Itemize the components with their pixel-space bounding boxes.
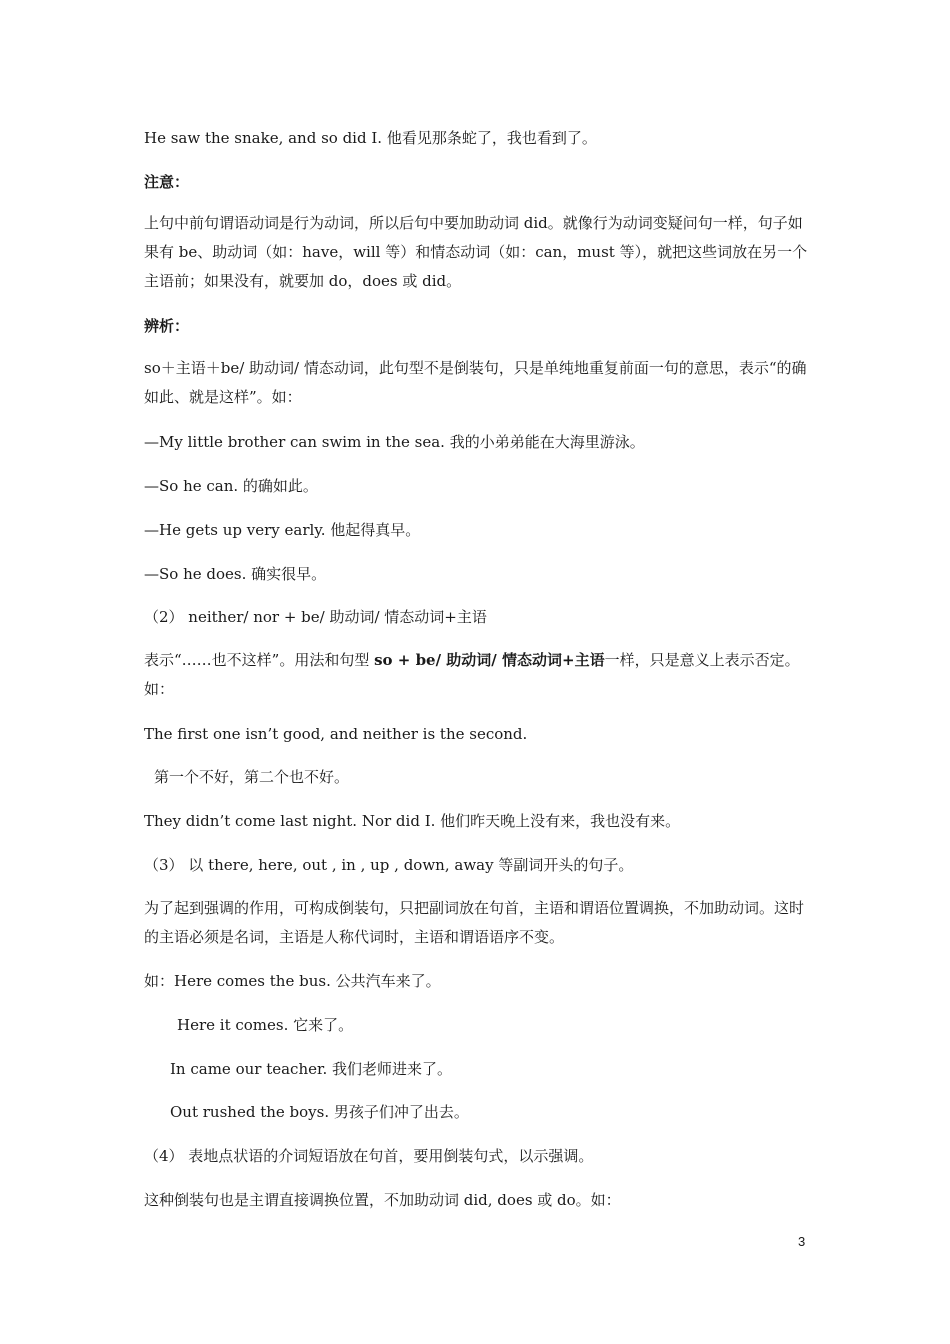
analysis-paragraph: so＋主语＋be/ 助动词/ 情态动词，此句型不是倒装句，只是单纯地重复前面一句的意思，表示“的确如此、就是这样”。如： (144, 359, 807, 406)
bold-pattern: so + be/ 助动词/ 情态动词+主语 (374, 651, 605, 669)
example-sentence: The first one isn’t good, and neither is the second. (144, 725, 528, 743)
example-translation: 第一个不好，第二个也不好。 (154, 768, 350, 786)
example-sentence: Here it comes. 它来了。 (177, 1016, 354, 1034)
example-sentence: He saw the snake, and so did I. 他看见那条蛇了，我也看到了。 (144, 129, 597, 147)
page-number: 3 (798, 1234, 806, 1249)
dialog-line: —He gets up very early. 他起得真早。 (144, 521, 421, 539)
example-sentence: In came our teacher. 我们老师进来了。 (170, 1060, 453, 1078)
analysis-heading: 辨析： (144, 317, 190, 335)
section-paragraph (144, 646, 814, 704)
dialog-line: —My little brother can swim in the sea. 我的小弟弟能在大海里游泳。 (144, 433, 645, 451)
section-heading: （3） 以 there, here, out , in , up , down, away 等副词开头的句子。 (144, 856, 634, 874)
section-heading: （4） 表地点状语的介词短语放在句首，要用倒装句式，以示强调。 (144, 1147, 594, 1165)
note-heading: 注意： (144, 173, 190, 191)
paragraph-text: 一样，只是意义上表示否定。如： (144, 651, 800, 698)
section-heading: （2） neither/ nor + be/ 助动词/ 情态动词+主语 (144, 608, 487, 626)
example-sentence: 如：Here comes the bus. 公共汽车来了。 (144, 972, 441, 990)
note-paragraph: 上句中前句谓语动词是行为动词，所以后句中要加助动词 did。就像行为动词变疑问句一样，句子如果有 be、助动词（如：have，will 等）和情态动词（如：can，must 等），就把这些词放在另一个主语前；如果没有，就要加 do，does 或 did。 (144, 214, 808, 290)
example-sentence: They didn’t come last night. Nor did I. 他们昨天晚上没有来，我也没有来。 (144, 812, 681, 830)
paragraph-text: 表示“……也不这样”。用法和句型 (144, 651, 375, 669)
section-paragraph: 这种倒装句也是主谓直接调换位置，不加助动词 did, does 或 do。如： (144, 1191, 621, 1209)
example-sentence: Out rushed the boys. 男孩子们冲了出去。 (170, 1103, 469, 1121)
dialog-line: —So he can. 的确如此。 (144, 477, 318, 495)
dialog-line: —So he does. 确实很早。 (144, 565, 327, 583)
section-paragraph: 为了起到强调的作用，可构成倒装句，只把副词放在句首，主语和谓语位置调换，不加助动词。这时的主语必须是名词，主语是人称代词时，主语和谓语语序不变。 (144, 899, 805, 946)
